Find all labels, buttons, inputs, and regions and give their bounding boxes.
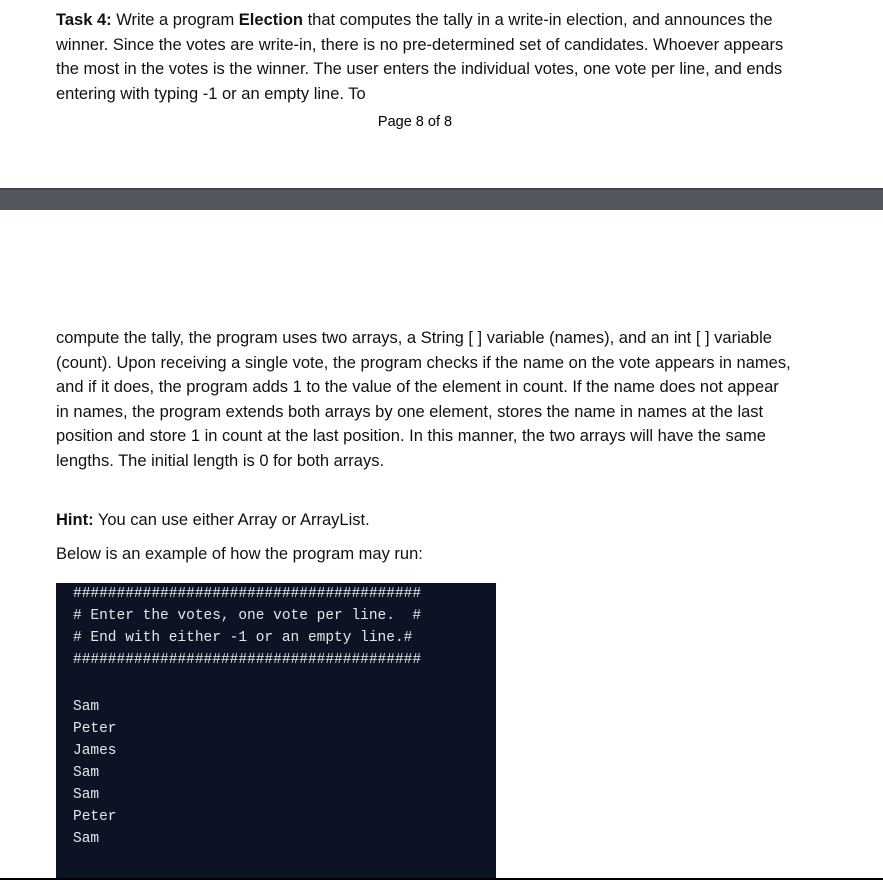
page-number: Page 8 of 8 [377, 114, 453, 130]
page-break-divider [0, 188, 883, 210]
console-banner-line: ######################################## [73, 652, 422, 668]
console-banner-line: # Enter the votes, one vote per line. # [73, 608, 422, 624]
task-paragraph [56, 8, 796, 106]
task-text-1: Write a program [111, 11, 239, 29]
console-vote-line: Sam [73, 699, 100, 715]
console-vote-line: Sam [73, 787, 100, 803]
console-vote-line: James [73, 743, 117, 759]
console-banner-line: ######################################## [73, 586, 422, 602]
console-output [56, 583, 496, 880]
console-vote-line: Sam [73, 831, 100, 847]
hint-text: You can use either Array or ArrayList. [93, 511, 370, 529]
program-name: Election [238, 11, 303, 29]
continued-paragraph: compute the tally, the program uses two arrays, a String [ ] variable (names), and an int [ ] variable (count). Upon receiving a single vote, the program checks if the name on the vote appears in names, and if it does, the program adds 1 to the value of the element in count. If the name does not appear in names, the program extends both arrays by one element, stores the name in names at the last position and store 1 in count at the last position. In this manner, the two arrays will have the same lengths. The initial length is 0 for both arrays. [56, 329, 791, 470]
console-banner-line: # End with either -1 or an empty line.# [73, 630, 413, 646]
hint-label: Hint: [56, 511, 94, 529]
task-label: Task 4: [56, 11, 112, 29]
console-vote-line: Peter [73, 809, 117, 825]
console-vote-line: Peter [73, 721, 117, 737]
console-vote-line: Sam [73, 765, 100, 781]
hint-paragraph [56, 508, 796, 533]
task-text-2: that computes the tally in a write-in election, and announces the winner. Since the votes are write-in, there is no pre-determined set of candidates. Whoever appears the most in the votes is the winner. The user enters the individual votes, one vote per line, and ends entering with typing -1 or an empty line. To [56, 11, 784, 103]
example-intro: Below is an example of how the program may run: [56, 545, 423, 563]
